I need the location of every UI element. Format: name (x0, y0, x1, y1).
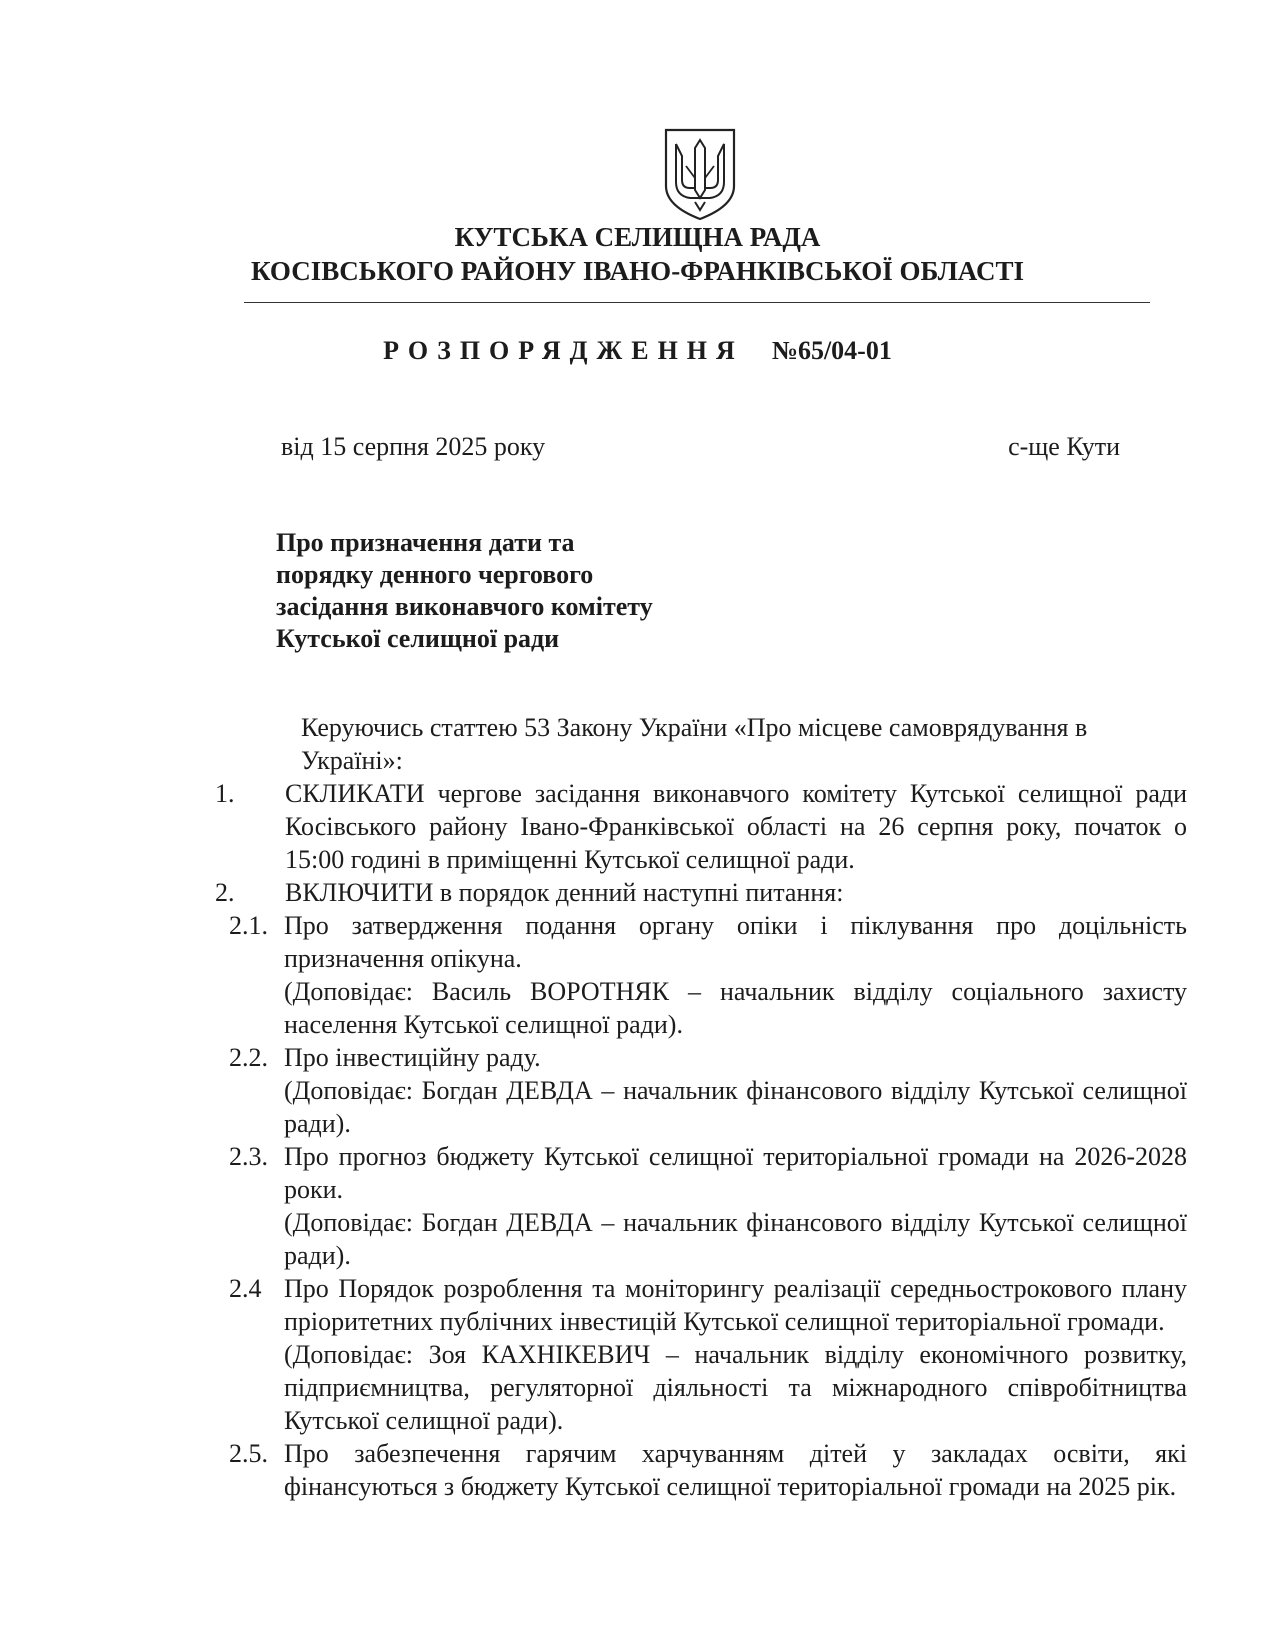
item-text: СКЛИКАТИ чергове засідання виконавчого комітету Кутської селищної ради Косівського району Івано-Франківської області на 26 серпня року, початок о 15:00 годині в приміщенні Кутської селищної ради. (285, 779, 1187, 874)
header-divider (244, 302, 1150, 303)
agenda-number: 2.2. (229, 1043, 268, 1072)
agenda-number: 2.1. (229, 911, 268, 940)
document-type: РОЗПОРЯДЖЕННЯ (383, 336, 744, 365)
ukraine-trident-icon (662, 126, 738, 222)
document-number: №65/04-01 (771, 336, 892, 365)
subject-line: Про призначення дати та (276, 528, 575, 557)
agenda-item (209, 1041, 1187, 1140)
agenda-item (209, 1437, 1187, 1503)
document-title (0, 336, 1275, 366)
list-item (209, 777, 1187, 876)
document-place: с-ще Кути (1008, 432, 1120, 461)
document-subject (276, 527, 653, 655)
agenda-number: 2.5. (229, 1439, 268, 1468)
item-text: ВКЛЮЧИТИ в порядок денний наступні питання: (285, 878, 844, 907)
agenda-number: 2.3. (229, 1142, 268, 1171)
agenda-text: Про Порядок розроблення та моніторингу реалізації середньострокового плану пріоритетних публічних інвестицій Кутської селищної територіальної громади. (284, 1274, 1187, 1336)
agenda-item (209, 1140, 1187, 1272)
agenda-item (209, 1272, 1187, 1437)
item-number: 2. (215, 878, 235, 907)
subject-line: Кутської селищної ради (276, 624, 560, 653)
document-date: від 15 серпня 2025 року (281, 432, 546, 461)
agenda-item (209, 909, 1187, 1041)
subject-line: порядку денного чергового (276, 560, 594, 589)
agenda-reporter: (Доповідає: Богдан ДЕВДА – начальник фінансового відділу Кутської селищної ради). (284, 1076, 1187, 1138)
agenda-text: Про затвердження подання органу опіки і піклування про доцільність призначення опікуна. (284, 911, 1187, 973)
subject-line: засідання виконавчого комітету (276, 592, 653, 621)
organization-district: КОСІВСЬКОГО РАЙОНУ ІВАНО-ФРАНКІВСЬКОЇ ОБЛАСТІ (251, 256, 1024, 286)
organization-name: КУТСЬКА СЕЛИЩНА РАДА (454, 222, 821, 252)
agenda-number: 2.4 (229, 1274, 262, 1303)
agenda-reporter: (Доповідає: Богдан ДЕВДА – начальник фінансового відділу Кутської селищної ради). (284, 1208, 1187, 1270)
preamble: Керуючись статтею 53 Закону України «Про місцеве самоврядування в Україні»: (301, 713, 1088, 775)
document-body (209, 711, 1187, 1503)
item-number: 1. (215, 779, 235, 808)
agenda-text: Про інвестиційну раду. (284, 1043, 541, 1072)
list-item (209, 876, 1187, 909)
agenda-reporter: (Доповідає: Зоя КАХНІКЕВИЧ – начальник відділу економічного розвитку, підприємництва, регуляторної діяльності та міжнародного співробітництва Кутської селищної ради). (284, 1340, 1187, 1435)
agenda-reporter: (Доповідає: Василь ВОРОТНЯК – начальник відділу соціального захисту населення Кутської селищної ради). (284, 977, 1187, 1039)
agenda-text: Про забезпечення гарячим харчуванням дітей у закладах освіти, які фінансуються з бюджету Кутської селищної територіальної громади на 2025 рік. (284, 1439, 1187, 1501)
agenda-text: Про прогноз бюджету Кутської селищної територіальної громади на 2026-2028 роки. (284, 1142, 1187, 1204)
